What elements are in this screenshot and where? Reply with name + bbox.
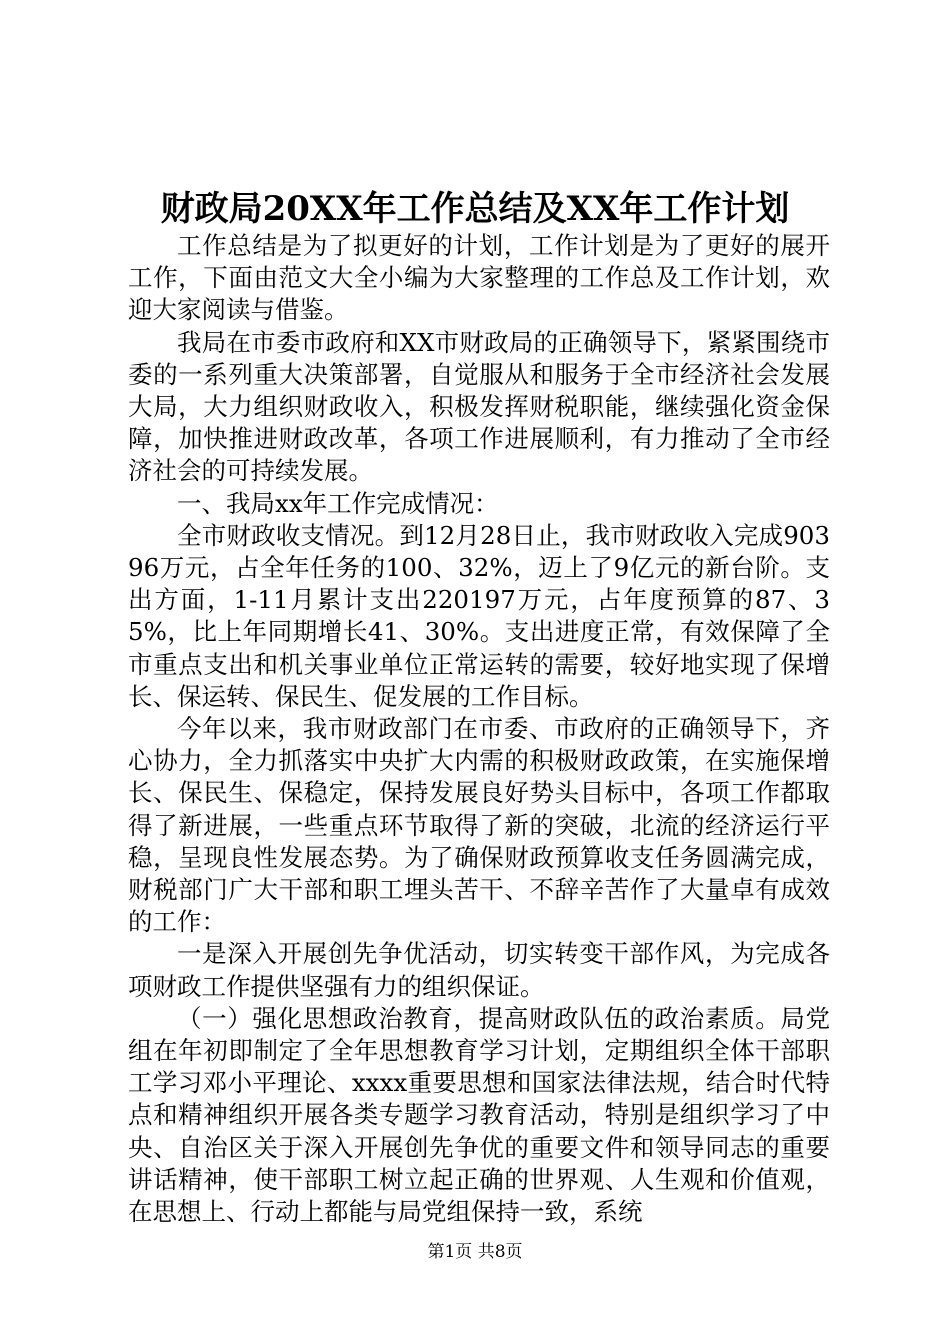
- paragraph-subpoint-1: （一）强化思想政治教育，提高财政队伍的政治素质。局党组在年初即制定了全年思想教育学习计划，定期组织全体干部职工学习邓小平理论、xxxx重要思想和国家法律法规，结合时代特点和精神组织开展各类专题学习教育活动，特别是组织学习了中央、自治区关于深入开展创先争优的重要文件和领导同志的重要讲话精神，使干部职工树立起正确的世界观、人生观和价值观，在思想上、行动上都能与局党组保持一致，系统: [128, 1003, 830, 1227]
- page-footer: 第1页 共8页: [427, 1242, 523, 1262]
- paragraph-point-1: 一是深入开展创先争优活动，切实转变干部作风，为完成各项财政工作提供坚强有力的组织保证。: [128, 939, 830, 1001]
- paragraph-progress: 今年以来，我市财政部门在市委、市政府的正确领导下，齐心协力，全力抓落实中央扩大内需的积极财政政策，在实施保增长、保民生、保稳定，保持发展良好势头目标中，各项工作都取得了新进展，一些重点环节取得了新的突破，北流的经济运行平稳，呈现良性发展态势。为了确保财政预算收支任务圆满完成，财税部门广大干部和职工埋头苦干、不辞辛苦作了大量卓有成效的工作：: [128, 714, 830, 937]
- section-heading-1: 一、我局xx年工作完成情况：: [177, 488, 499, 518]
- document-body: [128, 230, 830, 1228]
- document-title: 财政局20XX年工作总结及XX年工作计划: [160, 189, 790, 229]
- paragraph-intro: 工作总结是为了拟更好的计划，工作计划是为了更好的展开工作，下面由范文大全小编为大家整理的工作总及工作计划，欢迎大家阅读与借鉴。: [128, 231, 830, 325]
- paragraph-overview: 我局在市委市政府和XX市财政局的正确领导下，紧紧围绕市委的一系列重大决策部署，自觉服从和服务于全市经济社会发展大局，大力组织财政收入，积极发挥财税职能，继续强化资金保障，加快推进财政改革，各项工作进展顺利，有力推动了全市经济社会的可持续发展。: [128, 327, 830, 486]
- paragraph-revenue: 全市财政收支情况。到12月28日止，我市财政收入完成90396万元，占全年任务的100、32%，迈上了9亿元的新台阶。支出方面，1-11月累计支出220197万元，占年度预算的87、35%，比上年同期增长41、30%。支出进度正常，有效保障了全市重点支出和机关事业单位正常运转的需要，较好地实现了保增长、保运转、保民生、促发展的工作目标。: [128, 520, 830, 711]
